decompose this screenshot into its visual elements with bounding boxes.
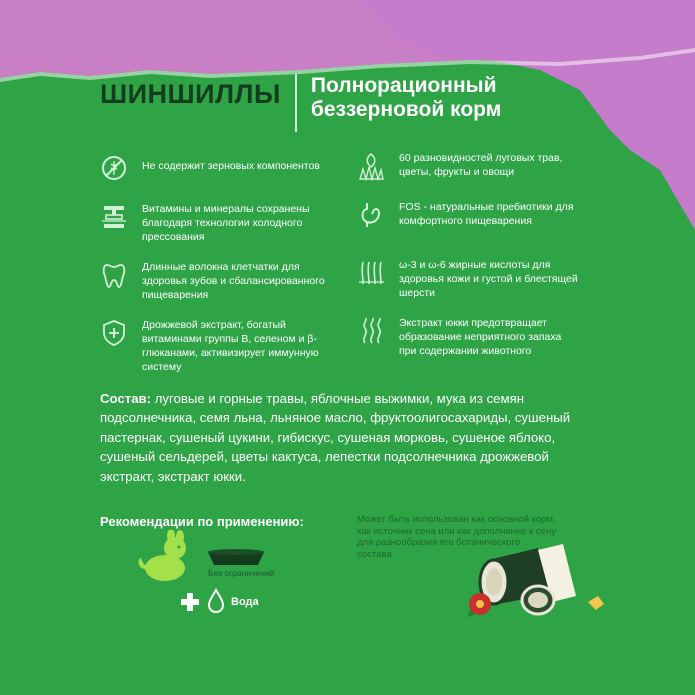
plus-icon bbox=[180, 592, 200, 612]
feature-fiber bbox=[100, 260, 345, 302]
usage-note: Может быть использован как основной корм, как источник сена или как дополнение к сену для разнообразия его ботанического состава bbox=[357, 514, 556, 560]
feature-no-grain bbox=[100, 153, 350, 183]
chinchilla-icon bbox=[135, 530, 195, 585]
odor-icon bbox=[357, 316, 385, 346]
feature-cold-press bbox=[100, 202, 345, 244]
recommendations-title: Рекомендации по применению: bbox=[100, 514, 304, 529]
feature-text: Экстракт юкки предотвращает образование неприятного запаха при содержании животного bbox=[399, 317, 562, 357]
composition-text: луговые и горные травы, яблочные выжимки, мука из семян подсолнечника, семя льна, льняное масло, фруктоолигосахариды, сушеный пастернак, сушеный цукини, гибискус, сушеная морковь, сушеное яблоко, сушеный сельдерей, цветы кактуса, лепестки подсолнечника дрожжевой экстракт, экстракт юкки. bbox=[100, 391, 571, 484]
press-icon bbox=[100, 202, 128, 232]
water-label: Вода bbox=[231, 596, 259, 608]
limit-label: Без ограничений bbox=[208, 568, 275, 578]
vegetables-illustration bbox=[468, 540, 608, 620]
shield-plus-icon bbox=[100, 318, 128, 348]
brand-title: ШИНШИЛЛЫ bbox=[100, 79, 281, 109]
feature-text: Витамины и минералы сохранены благодаря технологии холодного прессования bbox=[142, 203, 310, 243]
composition-label: Состав: bbox=[100, 391, 152, 406]
bowl-icon bbox=[204, 548, 268, 568]
feature-text: Дрожжевой экстракт, богатый витаминами группы B, селеном и β-глюканами, активизирует иммунную систему bbox=[142, 319, 319, 373]
product-subtitle: Полнорационный беззерновой корм bbox=[310, 74, 502, 121]
feature-text: Не содержит зерновых компонентов bbox=[142, 160, 320, 172]
feature-omega bbox=[357, 258, 587, 300]
stomach-icon bbox=[357, 200, 385, 230]
grass-icon bbox=[357, 151, 385, 181]
feature-text: 60 разновидностей луговых трав, цветы, фрукты и овощи bbox=[399, 152, 563, 178]
feature-grass bbox=[357, 151, 587, 181]
header bbox=[100, 74, 571, 132]
feature-text: FOS - натуральные пребиотики для комфортного пищеварения bbox=[399, 201, 574, 227]
feature-yeast bbox=[100, 318, 345, 374]
water-drop-icon bbox=[206, 588, 226, 614]
feature-text: Длинные волокна клетчатки для здоровья зубов и сбалансированного пищеварения bbox=[142, 261, 325, 301]
no-grain-icon bbox=[100, 153, 128, 183]
hair-icon bbox=[357, 258, 385, 288]
feature-text: ω-3 и ω-6 жирные кислоты для здоровья кожи и густой и блестящей шерсти bbox=[399, 259, 578, 299]
tooth-icon bbox=[100, 260, 128, 290]
header-divider bbox=[295, 74, 297, 132]
feature-yucca bbox=[357, 316, 587, 358]
composition bbox=[100, 389, 585, 486]
feature-fos bbox=[357, 200, 587, 230]
